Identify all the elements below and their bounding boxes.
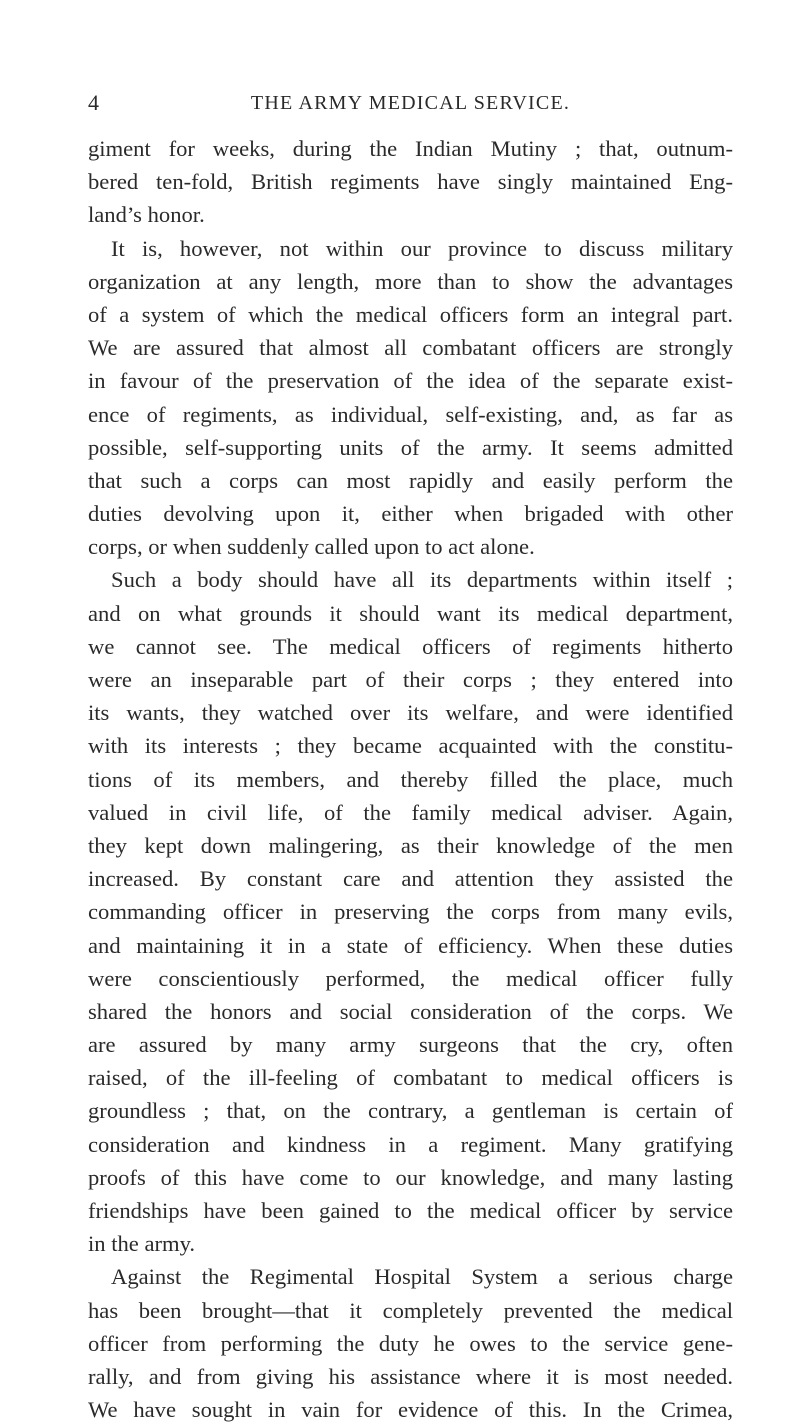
text-line: raised, of the ill-feeling of combatant to medical officers is — [88, 1065, 733, 1091]
text-line: We have sought in vain for evidence of this. In the Crimea, — [88, 1397, 733, 1423]
text-line: they kept down malingering, as their knowledge of the men — [88, 832, 733, 858]
text-line: It is, however, not within our province to discuss military — [111, 235, 733, 261]
text-line: shared the honors and social consideration of the corps. We — [88, 998, 733, 1024]
text-line: we cannot see. The medical officers of regiments hitherto — [88, 633, 733, 659]
text-line: are assured by many army surgeons that the cry, often — [88, 1032, 733, 1058]
text-line: proofs of this have come to our knowledge, and many lasting — [88, 1164, 733, 1190]
text-line: land’s honor. — [88, 202, 205, 228]
running-title: THE ARMY MEDICAL SERVICE. — [250, 92, 571, 114]
text-line: valued in civil life, of the family medical adviser. Again, — [88, 799, 733, 825]
text-line: with its interests ; they became acquainted with the constitu- — [88, 733, 733, 759]
text-line: were an inseparable part of their corps ; they entered into — [88, 667, 733, 692]
text-line: were conscientiously performed, the medical officer fully — [88, 965, 733, 991]
text-line: of a system of which the medical officers form an integral part. — [88, 301, 733, 327]
text-line: ence of regiments, as individual, self-existing, and, as far as — [88, 401, 733, 427]
text-line: possible, self-supporting units of the army. It seems admitted — [88, 434, 733, 460]
text-line: and on what grounds it should want its medical department, — [88, 600, 733, 626]
text-line: organization at any length, more than to show the advantages — [88, 268, 733, 294]
text-line: groundless ; that, on the contrary, a gentleman is certain of — [88, 1098, 733, 1124]
text-line: consideration and kindness in a regiment. Many gratifying — [88, 1131, 733, 1157]
body-text — [88, 132, 733, 1426]
text-line: giment for weeks, during the Indian Mutiny ; that, outnum- — [88, 136, 733, 161]
text-line: in favour of the preservation of the idea of the separate exist- — [88, 368, 733, 394]
text-line: officer from performing the duty he owes to the service gene- — [88, 1330, 733, 1356]
text-line: rally, and from giving his assistance where it is most needed. — [88, 1363, 733, 1389]
text-line: friendships have been gained to the medical officer by service — [88, 1198, 733, 1223]
running-head — [88, 88, 733, 118]
text-line: that such a corps can most rapidly and easily perform the — [88, 467, 733, 493]
text-line: has been brought—that it completely prevented the medical — [88, 1297, 733, 1323]
text-line: commanding officer in preserving the corps from many evils, — [88, 899, 733, 925]
page-number: 4 — [88, 90, 99, 115]
text-line: bered ten-fold, British regiments have singly maintained Eng- — [88, 169, 733, 195]
text-line: increased. By constant care and attention they assisted the — [88, 866, 733, 892]
text-line: Such a body should have all its departments within itself ; — [111, 567, 733, 593]
text-line: its wants, they watched over its welfare, and were identified — [88, 700, 733, 726]
text-line: corps, or when suddenly called upon to act alone. — [88, 534, 535, 560]
text-line: and maintaining it in a state of efficiency. When these duties — [88, 932, 733, 958]
text-line: We are assured that almost all combatant officers are strongly — [88, 335, 733, 361]
text-line: Against the Regimental Hospital System a serious charge — [111, 1264, 733, 1290]
text-line: duties devolving upon it, either when brigaded with other — [88, 501, 733, 527]
text-line: in the army. — [88, 1231, 196, 1257]
text-line: tions of its members, and thereby filled the place, much — [88, 766, 733, 792]
